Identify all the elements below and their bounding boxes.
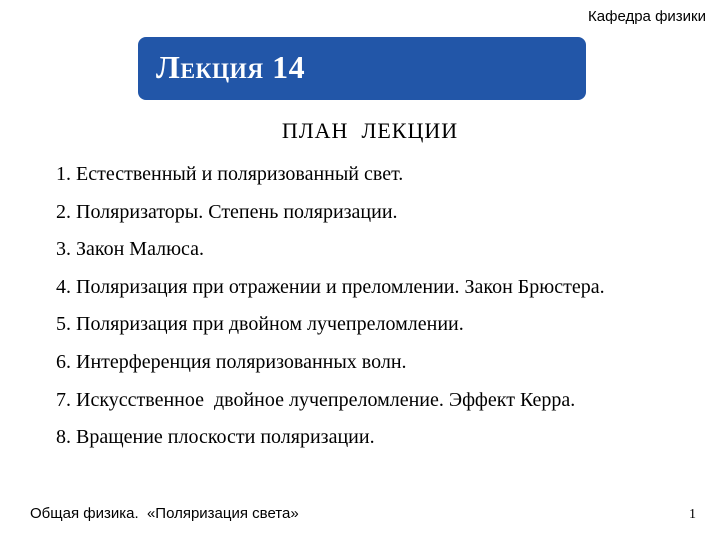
plan-item: 4. Поляризация при отражении и преломлении. Закон Брюстера. [56, 275, 605, 298]
plan-item: 1. Естественный и поляризованный свет. [56, 163, 404, 185]
title-banner [138, 37, 586, 100]
footer-course: Общая физика. «Поляризация света» [30, 505, 299, 522]
department-label: Кафедра физики [588, 8, 706, 25]
plan-item: 2. Поляризаторы. Степень поляризации. [56, 200, 398, 223]
plan-item: 6. Интерференция поляризованных волн. [56, 350, 407, 373]
plan-item: 8. Вращение плоскости поляризации. [56, 426, 375, 449]
plan-item: 7. Искусственное двойное лучепреломление. Эффект Керра. [56, 388, 576, 411]
plan-heading: ПЛАН ЛЕКЦИИ [281, 118, 459, 143]
plan-item: 3. Закон Малюса. [56, 238, 205, 261]
page-number: 1 [689, 507, 696, 522]
plan-item: 5. Поляризация при двойном лучепреломлении. [56, 313, 464, 336]
plan-list [56, 160, 605, 461]
lecture-title: Лекция 14 [156, 49, 306, 85]
